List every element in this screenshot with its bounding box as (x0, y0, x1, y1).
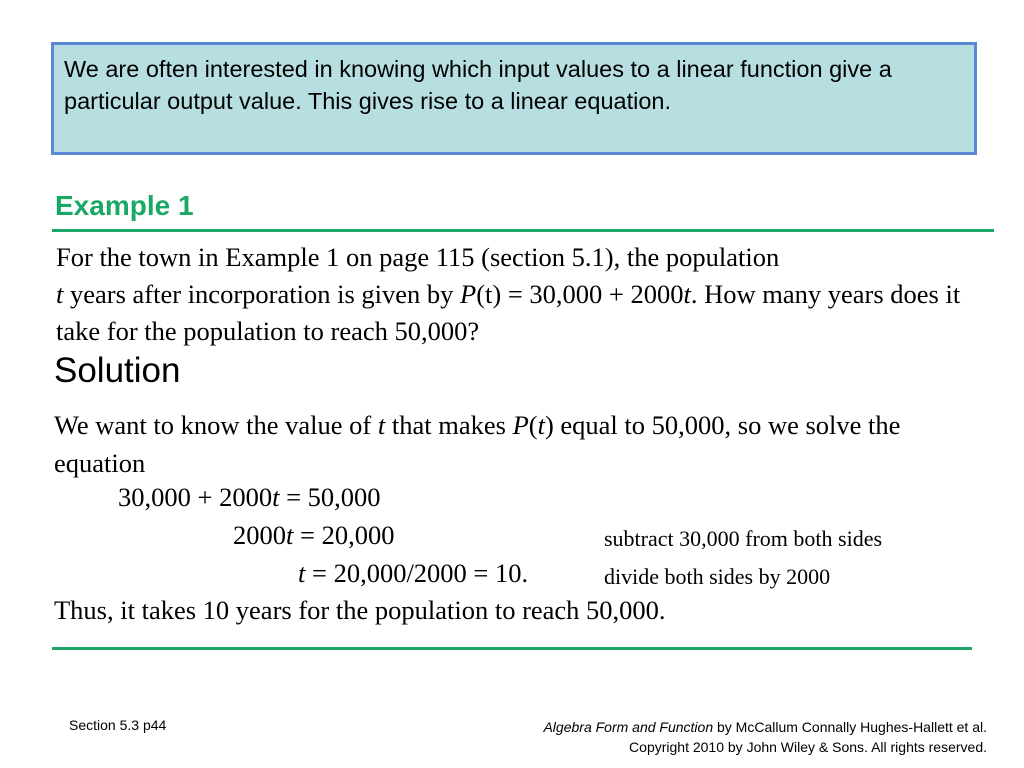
problem-text-3: (t) = 30,000 + 2000 (476, 279, 684, 309)
solution-title: Solution (54, 351, 181, 390)
equation-step-2: 2000t = 20,000 (233, 520, 395, 550)
solution-text-2: that makes (385, 410, 513, 440)
copyright: Copyright 2010 by John Wiley & Sons. All rights reserved. (629, 739, 987, 755)
problem-statement (56, 239, 996, 350)
example-title: Example 1 (55, 190, 194, 221)
divider-top (52, 229, 994, 232)
solution-var-t: t (377, 410, 386, 440)
solution-intro (54, 406, 994, 482)
problem-var-t: t (56, 279, 64, 309)
problem-var-P: P (460, 279, 477, 309)
solution-text-1: We want to know the value of (54, 410, 378, 440)
solution-text-3: ( (528, 410, 538, 440)
equation-step-3: t = 20,000/2000 = 10. (298, 558, 529, 588)
footer-section: Section 5.3 p44 (69, 717, 167, 733)
footer-credits (543, 717, 987, 757)
problem-text-4: . How many years does it take for the population to reach 50,000? (56, 279, 961, 346)
intro-text: We are often interested in knowing which input values to a linear function give a particular output value. This gives rise to a linear equation. (64, 56, 892, 114)
equation-step-1: 30,000 + 2000t = 50,000 (118, 482, 381, 512)
problem-var-t-2: t (683, 279, 691, 309)
divider-bottom (52, 647, 972, 650)
solution-var-P: P (512, 410, 529, 440)
problem-text-2: years after incorporation is given by (63, 279, 461, 309)
book-authors: by McCallum Connally Hughes-Hallett et al. (713, 719, 987, 735)
intro-callout-box (51, 42, 977, 155)
conclusion: Thus, it takes 10 years for the population to reach 50,000. (54, 595, 666, 625)
equation-note-2: divide both sides by 2000 (604, 564, 831, 589)
solution-var-t-2: t (537, 410, 545, 440)
problem-text-1: For the town in Example 1 on page 115 (section 5.1), the population (56, 242, 780, 272)
solution-text-4: ) equal to 50,000, so we solve the equation (54, 410, 901, 478)
equation-note-1: subtract 30,000 from both sides (604, 526, 883, 551)
book-title: Algebra Form and Function (543, 719, 714, 735)
